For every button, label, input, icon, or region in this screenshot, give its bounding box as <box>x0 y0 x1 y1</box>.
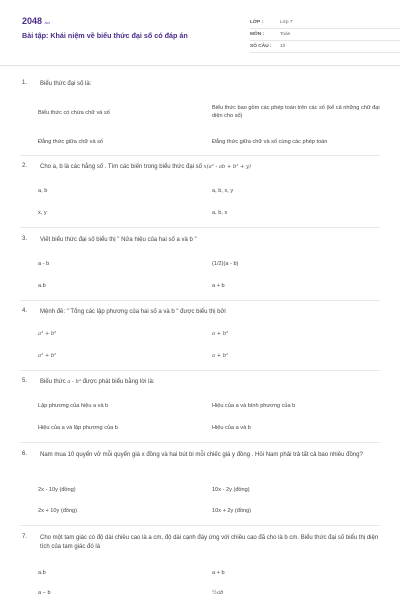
question-text: Cho một tam giác có độ dài chiều cao là a cm, độ dài cạnh đáy ứng với chiều cao đã cho là b cm. Biểu thức đại số biểu thị diện tích của tam giác đó là <box>40 535 379 550</box>
question-number: 1. <box>22 80 28 86</box>
question-text-before: Biểu thức <box>40 379 66 385</box>
meta-key: MÔN : <box>250 32 265 37</box>
option-b[interactable]: Hiệu của a và bình phương của b <box>212 403 296 409</box>
question-text: Mệnh đề: " Tổng các lập phương của hai số a và b " được biểu thị bởi <box>40 309 226 315</box>
option-c[interactable]: 2x + 10y (đồng) <box>38 508 78 514</box>
option-b[interactable]: a + b <box>212 570 225 576</box>
question-number: 3. <box>22 236 28 242</box>
question-text <box>40 163 380 172</box>
header-divider <box>0 65 400 66</box>
question-formula: x(a² - ab + b² + y) <box>203 164 251 170</box>
option-d[interactable]: Hiệu của a và b <box>212 425 251 431</box>
meta-key: LỚP : <box>250 20 264 25</box>
meta-row-subject <box>250 29 400 41</box>
option-b[interactable]: Biểu thức bao gồm các phép toán trên các số (kể cả những chữ đại diện cho số) <box>212 105 380 119</box>
question-number: 4. <box>22 308 28 314</box>
question-divider <box>20 442 380 443</box>
question-number: 5. <box>22 378 28 384</box>
question-divider <box>20 227 380 228</box>
question-text: Nam mua 10 quyển vở mỗi quyển giá x đồng và hai bút bi mỗi chiếc giá y đồng . Hỏi Nam phải trả tất cả bao nhiêu đồng? <box>40 452 363 458</box>
meta-row-count <box>250 41 400 53</box>
question-divider <box>20 300 380 301</box>
option-c[interactable]: Đẳng thức giữa chữ và số <box>38 139 104 145</box>
option-d[interactable]: Đẳng thức giữa chữ và số cùng các phép toán <box>212 139 328 145</box>
brand-suffix: .vn <box>44 20 50 25</box>
option-a[interactable]: 2x - 10y (đồng) <box>38 487 76 493</box>
option-b[interactable]: 10x - 2y (đồng) <box>212 487 250 493</box>
option-a[interactable]: Lập phương của hiệu a và b <box>38 403 109 409</box>
brand-logo[interactable] <box>22 16 50 26</box>
brand-name: 2048 <box>22 16 43 26</box>
question-text-after: được phát biểu bằng lời là: <box>82 379 155 385</box>
page-header <box>22 16 382 60</box>
question-text-main: Cho a, b là các hằng số . Tìm các biến trong biểu thức đại số <box>40 164 202 170</box>
option-b[interactable]: a, b, x, y <box>212 188 234 194</box>
option-b[interactable]: a + b³ <box>212 331 229 337</box>
question-text: Biểu thức đại số là: <box>40 81 92 87</box>
question-divider <box>20 370 380 371</box>
meta-value: Lớp 7 <box>280 20 293 25</box>
option-c[interactable]: a² + b² <box>38 353 57 359</box>
option-c[interactable]: x, y <box>38 210 47 216</box>
option-a[interactable]: a, b <box>38 188 48 194</box>
option-c[interactable]: a − b <box>38 590 51 596</box>
question-divider <box>20 525 380 526</box>
question-number: 7. <box>22 534 28 540</box>
option-b[interactable]: (1/2)(a - b) <box>212 261 239 267</box>
meta-table <box>250 17 400 53</box>
option-d[interactable]: 10x + 2y (đồng) <box>212 508 252 514</box>
option-a[interactable]: a³ + b³ <box>38 331 57 337</box>
question-divider <box>20 155 380 156</box>
option-d[interactable]: a, b, x <box>212 210 228 216</box>
meta-value: 10 <box>280 44 286 49</box>
meta-key: SỐ CÂU : <box>250 44 272 49</box>
option-a[interactable]: Biểu thức có chứa chữ và số <box>38 110 110 116</box>
option-c[interactable]: a.b <box>38 283 46 289</box>
option-a[interactable]: a.b <box>38 570 46 576</box>
question-number: 6. <box>22 451 28 457</box>
option-d[interactable]: a + b <box>212 283 225 289</box>
option-a[interactable]: a - b <box>38 261 50 267</box>
question-number: 2. <box>22 163 28 169</box>
meta-row-class <box>250 17 400 29</box>
option-d[interactable]: a + b² <box>212 353 229 359</box>
page-title: Bài tập: Khái niệm về biểu thức đại số có đáp án <box>22 31 188 40</box>
option-c[interactable]: Hiệu của a và lập phương của b <box>38 425 118 431</box>
meta-value: Toán <box>280 32 291 37</box>
question-formula: a - b³ <box>67 379 81 385</box>
question-text: Viết biểu thức đại số biểu thị " Nửa hiệu của hai số a và b " <box>40 237 197 243</box>
question-text <box>40 378 380 387</box>
option-d[interactable]: ½ab <box>212 590 224 596</box>
